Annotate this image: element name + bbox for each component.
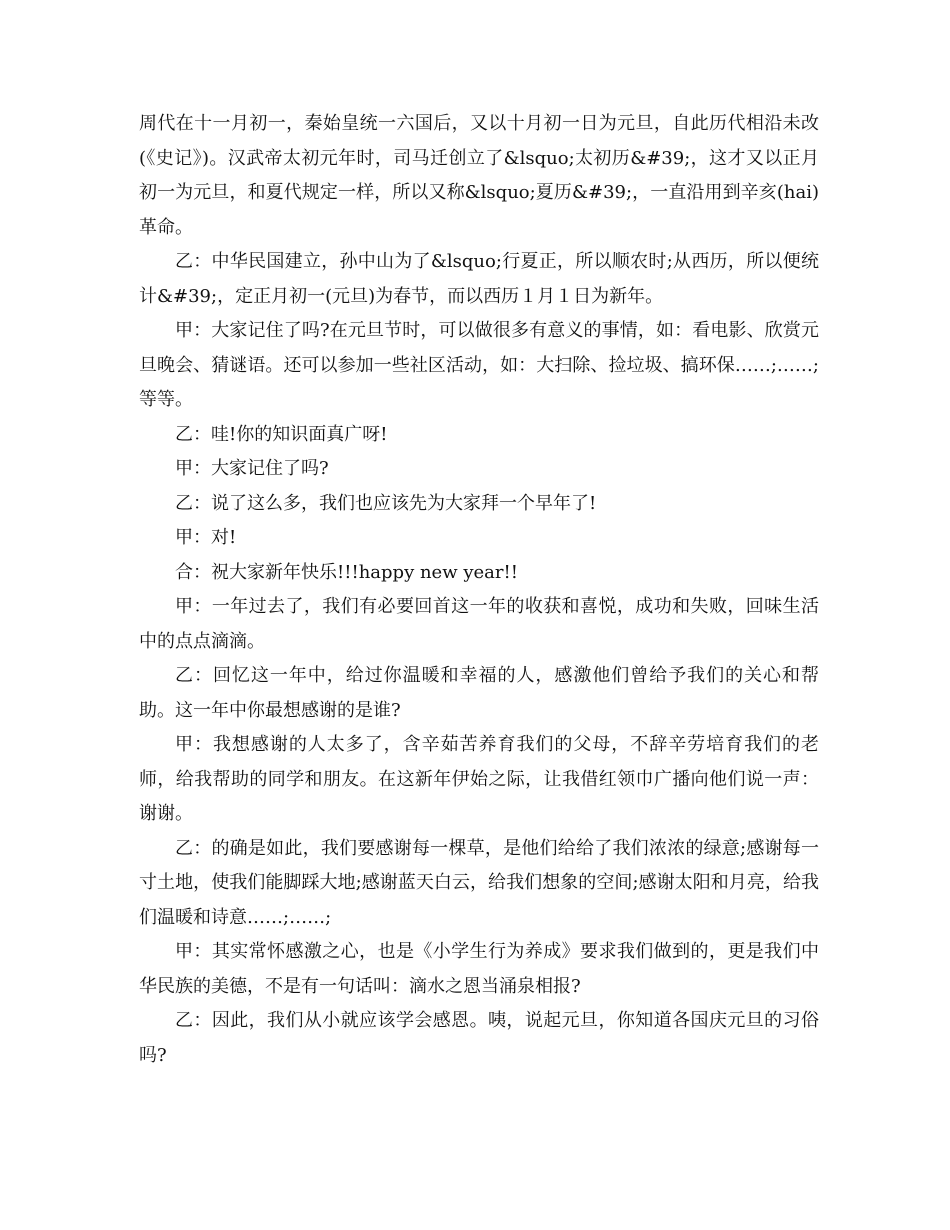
paragraph: 甲：我想感谢的人太多了，含辛茹苦养育我们的父母，不辞辛劳培育我们的老师，给我帮助的同学和朋友。在这新年伊始之际，让我借红领巾广播向他们说一声：谢谢。 <box>139 734 819 824</box>
paragraph: 周代在十一月初一，秦始皇统一六国后，又以十月初一日为元旦，自此历代相沿未改(《史记》)。汉武帝太初元年时，司马迁创立了&lsquo;太初历&#39;，这才又以正月初一为元旦，和夏代规定一样，所以又称&lsquo;夏历&#39;，一直沿用到辛亥(hai)革命。 <box>139 113 819 238</box>
paragraph: 乙：说了这么多，我们也应该先为大家拜一个早年了! <box>175 492 597 514</box>
paragraph: 乙：中华民国建立，孙中山为了&lsquo;行夏正，所以顺农时;从西历，所以便统计&#39;，定正月初一(元旦)为春节，而以西历１月１日为新年。 <box>139 251 819 307</box>
paragraph: 乙：因此，我们从小就应该学会感恩。咦，说起元旦，你知道各国庆元旦的习俗吗? <box>139 1010 819 1066</box>
paragraph: 合：祝大家新年快乐!!!happy new year!! <box>175 561 518 583</box>
document-body <box>139 107 819 1073</box>
paragraph: 甲：对! <box>175 527 237 548</box>
paragraph: 乙：的确是如此，我们要感谢每一棵草，是他们给给了我们浓浓的绿意;感谢每一寸土地，使我们能脚踩大地;感谢蓝天白云，给我们想象的空间;感谢太阳和月亮，给我们温暖和诗意……;……; <box>139 837 819 928</box>
paragraph: 乙：哇!你的知识面真广呀! <box>175 423 388 445</box>
paragraph: 甲：大家记住了吗?在元旦节时，可以做很多有意义的事情，如：看电影、欣赏元旦晚会、猜谜语。还可以参加一些社区活动，如：大扫除、捡垃圾、搞环保……;……;等等。 <box>139 320 819 410</box>
paragraph: 甲：其实常怀感激之心，也是《小学生行为养成》要求我们做到的，更是我们中华民族的美德，不是有一句话叫：滴水之恩当涌泉相报? <box>139 941 819 997</box>
paragraph: 甲：一年过去了，我们有必要回首这一年的收获和喜悦，成功和失败，回味生活中的点点滴滴。 <box>139 596 819 652</box>
paragraph: 甲：大家记住了吗? <box>175 458 329 479</box>
paragraph: 乙：回忆这一年中，给过你温暖和幸福的人，感激他们曾给予我们的关心和帮助。这一年中你最想感谢的是谁? <box>139 665 819 721</box>
